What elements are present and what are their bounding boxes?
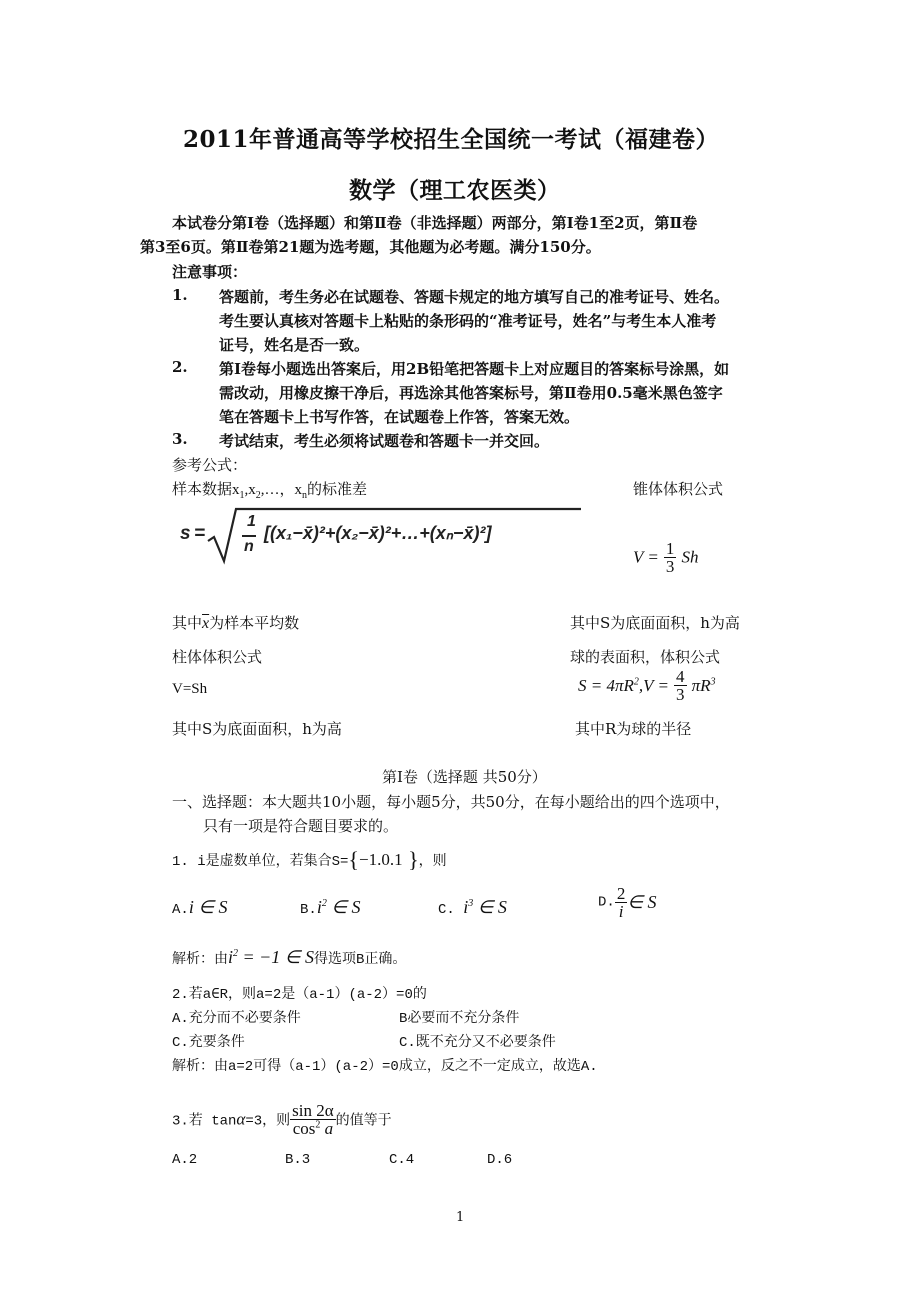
notice-item-number: 1.	[172, 286, 188, 304]
q3-stem: 3.若 tanα=3，则 $\frac{\sin 2\alpha}{\cos^2 a}$ 的值等于	[172, 1101, 392, 1138]
part1-instruction: 一、选择题：本大题共10小题，每小题5分，共50分，在每小题给出的四个选项中，	[172, 793, 730, 811]
notice-item-line: 证号，姓名是否一致。	[219, 336, 370, 354]
q1-solution: 解析：由$i^2 = -1$ ∈ S得选项B正确。	[172, 947, 407, 968]
cone-volume-formula: V = $\frac{1}{3}$ Sh	[633, 539, 699, 576]
std-frac-den: n	[244, 538, 254, 555]
q2-solution: 解析：由a=2可得（a-1）(a-2）=0成立，反之不一定成立，故选A.	[172, 1059, 598, 1075]
q3-option: C.4	[389, 1152, 415, 1168]
mean-note: 其中$\overline{x}$为样本平均数	[172, 614, 300, 632]
notice-item-number: 2.	[172, 358, 188, 376]
part1-heading: 第Ⅰ卷（选择题 共50分）	[382, 768, 547, 786]
notice-item-line: 考生要认真核对答题卡上粘贴的条形码的“准考证号，姓名”与考生本人准考	[219, 312, 717, 330]
formulas-heading: 参考公式：	[172, 456, 248, 474]
notice-item-line: 笔在答题卡上书写作答，在试题卷上作答，答案无效。	[219, 408, 580, 426]
q1-stem: 1. i是虚数单位，若集合S={−1.0.1 }，则	[172, 847, 447, 872]
prism-volume-formula: V=Sh	[172, 681, 208, 697]
q2-option: C.既不充分又不必要条件	[399, 1035, 556, 1051]
q2-stem: 2.若a∈R，则a=2是（a-1）(a-2）=0的	[172, 987, 427, 1003]
notice-item-line: 第Ⅰ卷每小题选出答案后，用2B铅笔把答题卡上对应题目的答案标号涂黑，如	[219, 360, 730, 378]
part1-instruction: 只有一项是符合题目要求的。	[203, 817, 399, 835]
q3-option: A.2	[172, 1152, 198, 1168]
intro-line-2: 第3至6页。第Ⅱ卷第21题为选考题，其他题为必考题。满分150分。	[140, 238, 601, 256]
sample-std-label: 样本数据$x_1,x_2,\dots$，$x_n$的标准差	[172, 480, 368, 501]
sphere-note: 其中R为球的半径	[575, 720, 692, 738]
sample-variables: $x_1,x_2,\dots$，$x_n$	[232, 482, 308, 501]
q1-option: A.i ∈ S	[172, 897, 228, 918]
notice-item-line: 答题前，考生务必在试题卷、答题卡规定的地方填写自己的准考证号、姓名。	[219, 288, 730, 306]
exam-subtitle: 数学（理工农医类）	[349, 177, 561, 204]
q2-option: C.充要条件	[172, 1035, 245, 1051]
exam-title: 2011年普通高等学校招生全国统一考试（福建卷）	[183, 126, 720, 153]
notice-item-number: 3.	[172, 430, 188, 448]
prism-note: 其中S为底面面积，h为高	[172, 720, 342, 738]
cone-volume-label: 锥体体积公式	[633, 480, 724, 498]
notice-item-line: 考试结束，考生必须将试题卷和答题卡一并交回。	[219, 432, 550, 450]
q3-option: D.6	[487, 1152, 513, 1168]
page-number: 1	[456, 1210, 465, 1225]
notice-item-line: 需改动，用橡皮擦干净后，再选涂其他答案标号，第Ⅱ卷用0.5毫米黑色签字	[219, 384, 723, 402]
sphere-formula-label: 球的表面积，体积公式	[570, 648, 721, 666]
q1-option: C. $i^3$ ∈ S	[438, 897, 507, 918]
q2-option: B必要而不充分条件	[399, 1011, 520, 1027]
q3-option: B.3	[285, 1152, 311, 1168]
q1-option: D. $\frac{2}{i}$ ∈ S	[598, 884, 657, 921]
std-formula-body: [(x₁−x̄)²+(x₂−x̄)²+…+(xₙ−x̄)²]	[264, 523, 492, 543]
intro-line-1: 本试卷分第Ⅰ卷（选择题）和第Ⅱ卷（非选择题）两部分，第Ⅰ卷1至2页，第Ⅱ卷	[172, 214, 698, 232]
q1-option: $B.i^2$ ∈ S	[300, 897, 361, 918]
notice-heading: 注意事项：	[172, 263, 248, 281]
cone-note: 其中S为底面面积，h为高	[570, 614, 740, 632]
std-frac-num: 1	[247, 513, 256, 530]
std-formula-lhs: s	[180, 523, 191, 544]
q2-option: A.充分而不必要条件	[172, 1011, 301, 1027]
prism-volume-label: 柱体体积公式	[172, 648, 263, 666]
sphere-formula: $S = 4\pi R^2,V$ = $\frac{4}{3}$ $\pi R^3$	[578, 667, 716, 704]
std-deviation-formula: s = 1 n [(x₁−x̄)²+(x₂−x̄)²+…+(xₙ−x̄)²]	[180, 505, 580, 565]
